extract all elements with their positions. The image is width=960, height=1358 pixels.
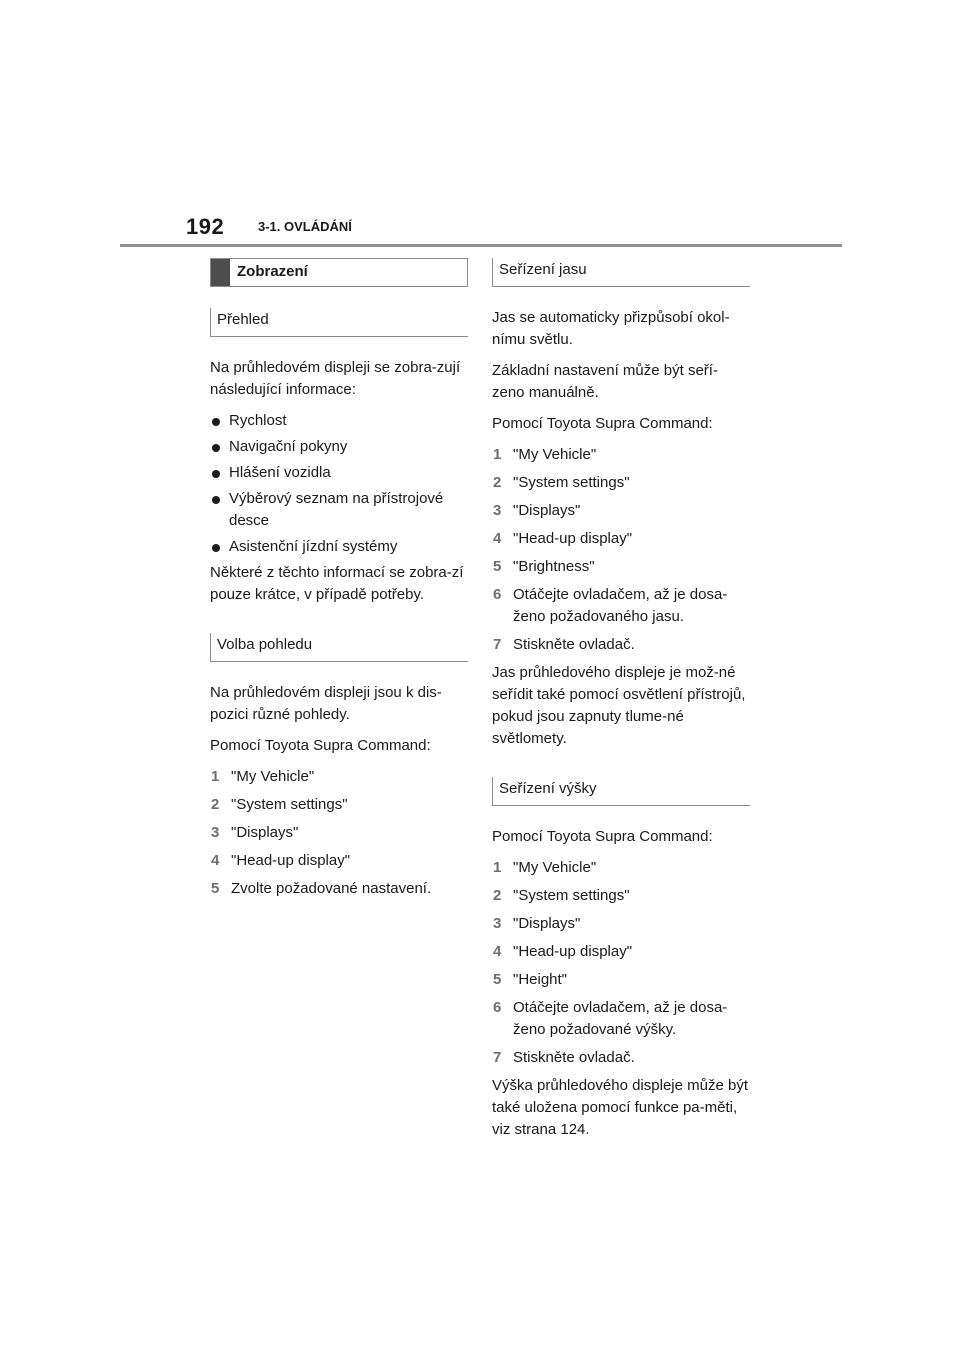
step-number: 3 bbox=[211, 824, 220, 841]
bullet-text: Výběrový seznam na přístrojové desce bbox=[229, 490, 444, 529]
subheading-overview: Přehled bbox=[210, 308, 468, 337]
step-text: "System settings" bbox=[513, 474, 630, 491]
bullet-text: Navigační pokyny bbox=[229, 438, 348, 455]
step-number: 6 bbox=[493, 999, 502, 1016]
height-command: Pomocí Toyota Supra Command: bbox=[492, 828, 713, 845]
step-number: 2 bbox=[493, 474, 502, 491]
left-column bbox=[210, 258, 468, 906]
step-text: "My Vehicle" bbox=[231, 768, 315, 785]
overview-note: Některé z těchto informací se zobra-zí pouze krátce, v případě potřeby. bbox=[210, 564, 464, 603]
bullet-text: Rychlost bbox=[229, 412, 287, 429]
step-item bbox=[492, 634, 750, 656]
page-number: 192 bbox=[186, 214, 225, 239]
subheading-height: Seřízení výšky bbox=[492, 777, 750, 806]
bullet-icon bbox=[212, 496, 220, 504]
subheading-view: Volba pohledu bbox=[210, 633, 468, 662]
step-text: "Head-up display" bbox=[231, 852, 351, 869]
step-item bbox=[210, 766, 468, 788]
bullet-icon bbox=[212, 470, 220, 478]
header-divider bbox=[120, 244, 842, 247]
bullet-item bbox=[210, 462, 468, 484]
step-text: "System settings" bbox=[513, 887, 630, 904]
overview-intro: Na průhledovém displeji se zobra-zují následující informace: bbox=[210, 359, 461, 398]
bullet-item bbox=[210, 436, 468, 458]
step-item bbox=[492, 444, 750, 466]
step-text: "Height" bbox=[513, 971, 568, 988]
step-text: "My Vehicle" bbox=[513, 446, 597, 463]
step-text: Zvolte požadované nastavení. bbox=[231, 880, 432, 897]
step-text: Stiskněte ovladač. bbox=[513, 636, 635, 653]
step-number: 1 bbox=[493, 446, 502, 463]
brightness-note: Jas průhledového displeje je mož-né seřídit také pomocí osvětlení přístrojů, pokud jsou zapnuty tlume-né světlomety. bbox=[492, 664, 746, 747]
step-number: 6 bbox=[493, 586, 502, 603]
brightness-command: Pomocí Toyota Supra Command: bbox=[492, 415, 713, 432]
step-item bbox=[492, 885, 750, 907]
step-number: 5 bbox=[493, 558, 502, 575]
step-item bbox=[492, 584, 750, 628]
step-number: 1 bbox=[211, 768, 220, 785]
step-item bbox=[210, 822, 468, 844]
bullet-item bbox=[210, 488, 468, 532]
step-text: "Brightness" bbox=[513, 558, 595, 575]
brightness-p2: Základní nastavení může být seří-zeno manuálně. bbox=[492, 362, 718, 401]
step-item bbox=[210, 794, 468, 816]
step-item bbox=[492, 1047, 750, 1069]
step-item bbox=[492, 500, 750, 522]
bullet-icon bbox=[212, 544, 220, 552]
step-text: "My Vehicle" bbox=[513, 859, 597, 876]
step-number: 4 bbox=[211, 852, 220, 869]
step-number: 3 bbox=[493, 915, 502, 932]
step-item bbox=[210, 850, 468, 872]
step-item bbox=[492, 556, 750, 578]
step-item bbox=[492, 472, 750, 494]
step-number: 2 bbox=[211, 796, 220, 813]
heading-marker bbox=[211, 259, 230, 286]
step-text: Stiskněte ovladač. bbox=[513, 1049, 635, 1066]
step-item bbox=[210, 878, 468, 900]
subheading-brightness: Seřízení jasu bbox=[492, 258, 750, 287]
step-text: "Head-up display" bbox=[513, 530, 633, 547]
step-item bbox=[492, 997, 750, 1041]
step-number: 3 bbox=[493, 502, 502, 519]
bullet-item bbox=[210, 536, 468, 558]
right-column bbox=[492, 258, 750, 1150]
step-number: 1 bbox=[493, 859, 502, 876]
section-title: 3-1. OVLÁDÁNÍ bbox=[258, 219, 352, 234]
step-number: 7 bbox=[493, 1049, 502, 1066]
step-number: 4 bbox=[493, 530, 502, 547]
step-item bbox=[492, 969, 750, 991]
step-number: 5 bbox=[211, 880, 220, 897]
section-heading: Zobrazení bbox=[237, 263, 308, 280]
bullet-text: Asistenční jízdní systémy bbox=[229, 538, 398, 555]
bullet-text: Hlášení vozidla bbox=[229, 464, 331, 481]
step-item bbox=[492, 913, 750, 935]
step-item bbox=[492, 857, 750, 879]
step-item bbox=[492, 941, 750, 963]
step-number: 5 bbox=[493, 971, 502, 988]
bullet-item bbox=[210, 410, 468, 432]
step-text: "Displays" bbox=[513, 502, 581, 519]
step-text: "Displays" bbox=[231, 824, 299, 841]
step-item bbox=[492, 528, 750, 550]
step-text: Otáčejte ovladačem, až je dosa-ženo požadované výšky. bbox=[513, 999, 728, 1038]
step-text: "System settings" bbox=[231, 796, 348, 813]
step-text: "Head-up display" bbox=[513, 943, 633, 960]
step-text: "Displays" bbox=[513, 915, 581, 932]
view-command: Pomocí Toyota Supra Command: bbox=[210, 737, 431, 754]
step-number: 7 bbox=[493, 636, 502, 653]
bullet-icon bbox=[212, 418, 220, 426]
section-heading-box bbox=[210, 258, 468, 287]
brightness-p1: Jas se automaticky přizpůsobí okol-nímu světlu. bbox=[492, 309, 730, 348]
view-intro: Na průhledovém displeji jsou k dis-pozici různé pohledy. bbox=[210, 684, 442, 723]
step-number: 2 bbox=[493, 887, 502, 904]
step-number: 4 bbox=[493, 943, 502, 960]
bullet-icon bbox=[212, 444, 220, 452]
height-note: Výška průhledového displeje může být také uložena pomocí funkce pa-měti, viz strana 124. bbox=[492, 1077, 748, 1138]
step-text: Otáčejte ovladačem, až je dosa-ženo požadovaného jasu. bbox=[513, 586, 728, 625]
